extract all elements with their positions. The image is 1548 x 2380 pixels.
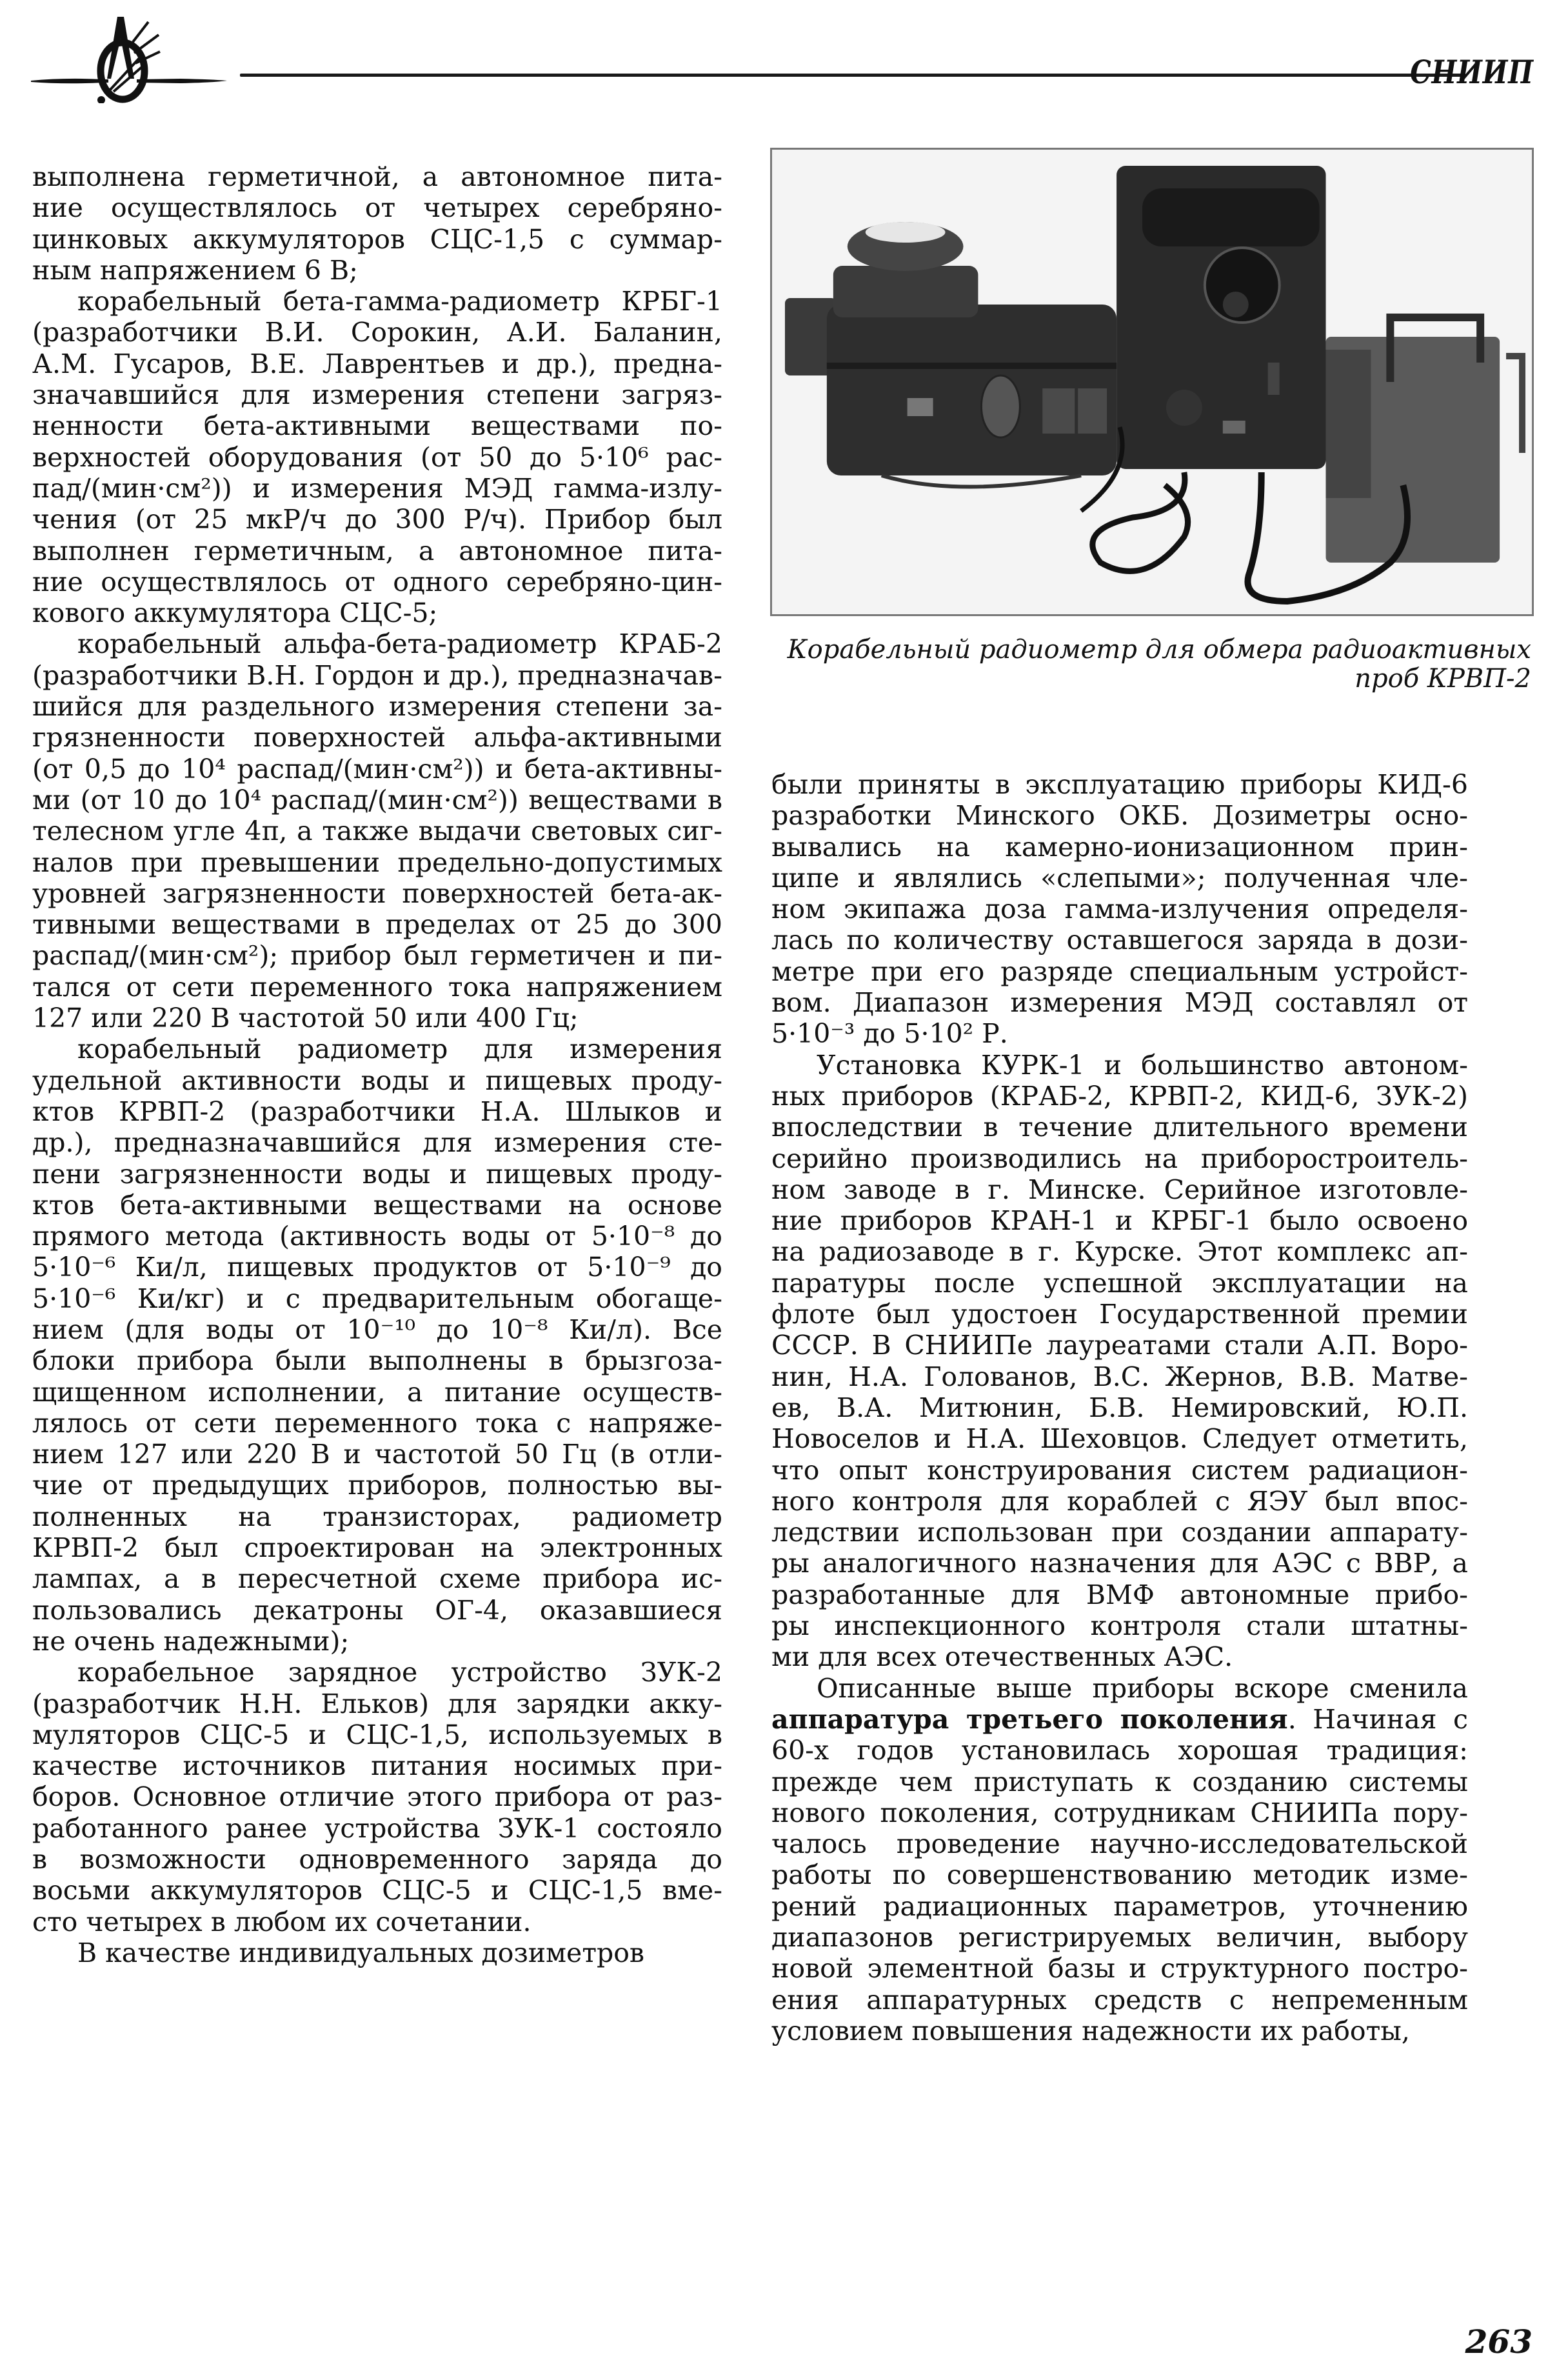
- text-line: боров. Основное отличие этого прибора от раз-: [32, 1781, 722, 1813]
- text-line: В качестве индивидуальных дозиметров: [77, 1937, 645, 1968]
- text-line: шийся для раздельного измерения степени за-: [32, 691, 722, 723]
- figure-caption: [770, 635, 1531, 694]
- paragraph: [32, 161, 722, 286]
- text-line: др.), предназначавшийся для измерения сте-: [32, 1127, 722, 1159]
- text-line: паратуры после успешной эксплуатации на: [771, 1267, 1468, 1299]
- text-line: 127 или 220 В частотой 50 или 400 Гц;: [32, 1003, 579, 1034]
- text-line: вом. Диапазон измерения МЭД составлял от: [771, 987, 1468, 1019]
- text-line: корабельное зарядное устройство ЗУК-2: [77, 1657, 722, 1688]
- page-header: [0, 0, 1548, 129]
- text-line: КРВП-2 был спроектирован на электронных: [32, 1532, 722, 1564]
- left-column: [32, 161, 722, 1968]
- text-line: нием 127 или 220 В и частотой 50 Гц (в отли-: [32, 1439, 722, 1470]
- text-line: тался от сети переменного тока напряжением: [32, 971, 722, 1003]
- text-line: уровней загрязненности поверхностей бета-ак-: [32, 877, 722, 909]
- paragraph: [32, 628, 722, 1034]
- text-line: что опыт конструирования систем радиацион-: [771, 1454, 1468, 1486]
- text-line: корабельный радиометр для измерения: [77, 1034, 722, 1065]
- text-line: нием (для воды от 10⁻¹⁰ до 10⁻⁸ Ки/л). Все: [32, 1314, 722, 1345]
- text-line: ние осуществлялось от одного серебряно-цин-: [32, 566, 722, 597]
- paragraph: [771, 1050, 1468, 1673]
- text-line: (от 0,5 до 10⁴ распад/(мин·см²)) и бета-активны-: [32, 753, 722, 785]
- text-line: лялось от сети переменного тока с напряже-: [32, 1407, 722, 1439]
- text-line: 60-х годов установилась хорошая традиция:: [771, 1735, 1468, 1766]
- text-line: верхностей оборудования (от 50 до 5·10⁶ рас-: [32, 441, 722, 473]
- paragraph: [32, 286, 722, 628]
- header-title: СНИИП: [1410, 53, 1534, 91]
- text-line: в возможности одновременного заряда до: [32, 1844, 722, 1875]
- text-line: сто четырех в любом их сочетании.: [32, 1906, 531, 1937]
- text-line: пени загрязненности воды и пищевых проду-: [32, 1158, 722, 1190]
- page-number: 263: [1465, 2323, 1533, 2361]
- text-line: ктов КРВП-2 (разработчики Н.А. Шлыков и: [32, 1095, 722, 1127]
- paragraph: [771, 769, 1468, 1050]
- text-line: диапазонов регистрируемых величин, выбору: [771, 1921, 1468, 1953]
- text-line: телесном угле 4π, а также выдачи световых сиг-: [32, 815, 722, 847]
- text-line: 5·10⁻⁶ Ки/л, пищевых продуктов от 5·10⁻⁹ до: [32, 1252, 722, 1283]
- paragraph: [771, 1673, 1468, 2047]
- text-line: распад/(мин·см²); прибор был герметичен и пи-: [32, 940, 722, 972]
- text-line: ктов бета-активными веществами на основе: [32, 1189, 722, 1221]
- text-line: значавшийся для измерения степени загряз-: [32, 379, 722, 411]
- sniip-logo-icon: [26, 6, 245, 103]
- text-line: ном заводе в г. Минске. Серийное изготовле-: [771, 1174, 1468, 1205]
- text-line: разработки Минского ОКБ. Дозиметры осно-: [771, 800, 1468, 832]
- caption-line: проб КРВП-2: [1354, 664, 1531, 694]
- text-line: ном экипажа доза гамма-излучения определя-: [771, 894, 1468, 925]
- text-line: ных приборов (КРАБ-2, КРВП-2, КИД-6, ЗУК-2): [771, 1080, 1468, 1112]
- text-line: пад/(мин·см²)) и измерения МЭД гамма-излу-: [32, 472, 722, 504]
- text-line: разработанные для ВМФ автономные прибо-: [771, 1579, 1468, 1610]
- right-column: [771, 769, 1468, 2046]
- text-line: щищенном исполнении, а питание осуществ-: [32, 1376, 722, 1408]
- text-line: чалось проведение научно-исследовательской: [771, 1828, 1468, 1860]
- text-line: Установка КУРК-1 и большинство автоном-: [817, 1049, 1468, 1081]
- text-line: качестве источников питания носимых при-: [32, 1750, 722, 1782]
- text-line: (разработчики В.И. Сорокин, А.И. Баланин,: [32, 317, 722, 348]
- text-line: условием повышения надежности их работы,: [771, 2015, 1410, 2046]
- text-line: грязненности поверхностей альфа-активными: [32, 722, 722, 754]
- text-line: ев, В.А. Митюнин, Б.В. Немировский, Ю.П.: [771, 1392, 1468, 1423]
- caption-line: Корабельный радиометр для обмера радиоактивных: [787, 635, 1531, 665]
- text-line: флоте был удостоен Государственной премии: [771, 1299, 1468, 1330]
- radiometer-photo-icon: [772, 150, 1532, 614]
- text-line: ненности бета-активными веществами по-: [32, 410, 722, 442]
- bold-term: аппаратура третьего поколения: [771, 1703, 1288, 1735]
- text-line: ние осуществлялось от четырех серебряно-: [32, 192, 722, 224]
- text-line: кового аккумулятора СЦС-5;: [32, 597, 438, 629]
- text-line: вывались на камерно-ионизационном прин-: [771, 831, 1468, 863]
- text-line: корабельный бета-гамма-радиометр КРБГ-1: [77, 286, 722, 317]
- text-line: ми для всех отечественных АЭС.: [771, 1641, 1233, 1673]
- text-line: тивными веществами в пределах от 25 до 300: [32, 909, 722, 941]
- text-line: Новоселов и Н.А. Шеховцов. Следует отметить,: [771, 1423, 1468, 1455]
- paragraph: [32, 1034, 722, 1657]
- text-line: ры аналогичного назначения для АЭС с ВВР, а: [771, 1548, 1468, 1579]
- text-line: 5·10⁻³ до 5·10² Р.: [771, 1018, 1008, 1050]
- text-line: ного контроля для кораблей с ЯЭУ был впос-: [771, 1485, 1468, 1517]
- text-line: прежде чем приступать к созданию системы: [771, 1766, 1468, 1797]
- text-line: новой элементной базы и структурного постро-: [771, 1953, 1468, 1985]
- text-line: цинковых аккумуляторов СЦС-1,5 с суммар-: [32, 223, 722, 255]
- text-line: ения аппаратурных средств с непременным: [771, 1984, 1468, 2015]
- text-line: выполнена герметичной, а автономное пита-: [32, 161, 722, 192]
- text-line: чения (от 25 мкР/ч до 300 Р/ч). Прибор был: [32, 504, 722, 535]
- text-line: Описанные выше приборы вскоре сменила: [817, 1672, 1468, 1704]
- text-line: полненных на транзисторах, радиометр: [32, 1501, 722, 1532]
- text-line: муляторов СЦС-5 и СЦС-1,5, используемых в: [32, 1719, 722, 1750]
- text-line: на радиозаводе в г. Курске. Этот комплекс ап-: [771, 1236, 1468, 1268]
- text-line: прямого метода (активность воды от 5·10⁻⁸ до: [32, 1221, 722, 1252]
- text-line: корабельный альфа-бета-радиометр КРАБ-2: [77, 628, 722, 660]
- text-line: ми (от 10 до 10⁴ распад/(мин·см²)) веществами в: [32, 784, 722, 815]
- text-line: 5·10⁻⁶ Ки/кг) и с предварительным обогаще-: [32, 1283, 722, 1314]
- text-line: метре при его разряде специальным устройст-: [771, 955, 1468, 987]
- paragraph: [32, 1937, 722, 1968]
- text-line: не очень надежными);: [32, 1625, 350, 1657]
- text-line: ры инспекционного контроля стали штатны-: [771, 1610, 1468, 1642]
- header-rule: [240, 74, 1465, 77]
- text-line: выполнен герметичным, а автономное пита-: [32, 535, 722, 566]
- text-line: нового поколения, сотрудникам СНИИПа пору-: [771, 1797, 1468, 1828]
- text-line: ледствии использован при создании аппарату-: [771, 1517, 1468, 1548]
- text-line: (разработчик Н.Н. Ельков) для зарядки акку-: [32, 1688, 722, 1719]
- text-line: пользовались декатроны ОГ-4, оказавшиеся: [32, 1594, 722, 1626]
- text-line: работанного ранее устройства ЗУК-1 состояло: [32, 1812, 722, 1844]
- text-line: ным напряжением 6 В;: [32, 254, 358, 286]
- text-line: ципе и являлись «слепыми»; полученная чле-: [771, 862, 1468, 894]
- text-line: ние приборов КРАН-1 и КРБГ-1 было освоено: [771, 1205, 1468, 1237]
- text-line: [771, 1704, 1468, 1735]
- text-line: лампах, а в пересчетной схеме прибора ис-: [32, 1563, 722, 1595]
- text-line: лась по количеству оставшегося заряда в дози-: [771, 925, 1468, 956]
- text-line: налов при превышении предельно-допустимых: [32, 846, 722, 878]
- text-line: впоследствии в течение длительного времени: [771, 1112, 1468, 1143]
- text-fragment: . Начиная с: [1287, 1703, 1469, 1735]
- text-line: СССР. В СНИИПе лауреатами стали А.П. Воро-: [771, 1330, 1468, 1361]
- text-line: (разработчики В.Н. Гордон и др.), предназначав-: [32, 659, 722, 691]
- radiometer-photo: [770, 148, 1534, 616]
- text-line: рений радиационных параметров, уточнению: [771, 1890, 1468, 1922]
- text-line: работы по совершенствованию методик изме-: [771, 1859, 1468, 1891]
- text-line: были приняты в эксплуатацию приборы КИД-6: [771, 769, 1468, 800]
- text-line: нин, Н.А. Голованов, В.С. Жернов, В.В. Матве-: [771, 1361, 1468, 1392]
- text-line: удельной активности воды и пищевых проду-: [32, 1065, 722, 1096]
- text-line: серийно производились на приборостроитель-: [771, 1143, 1468, 1174]
- text-line: А.М. Гусаров, В.Е. Лаврентьев и др.), предна-: [32, 348, 722, 379]
- text-line: чие от предыдущих приборов, полностью вы-: [32, 1470, 722, 1501]
- paragraph: [32, 1657, 722, 1937]
- text-line: восьми аккумуляторов СЦС-5 и СЦС-1,5 вме-: [32, 1875, 722, 1906]
- text-line: блоки прибора были выполнены в брызгоза-: [32, 1345, 722, 1377]
